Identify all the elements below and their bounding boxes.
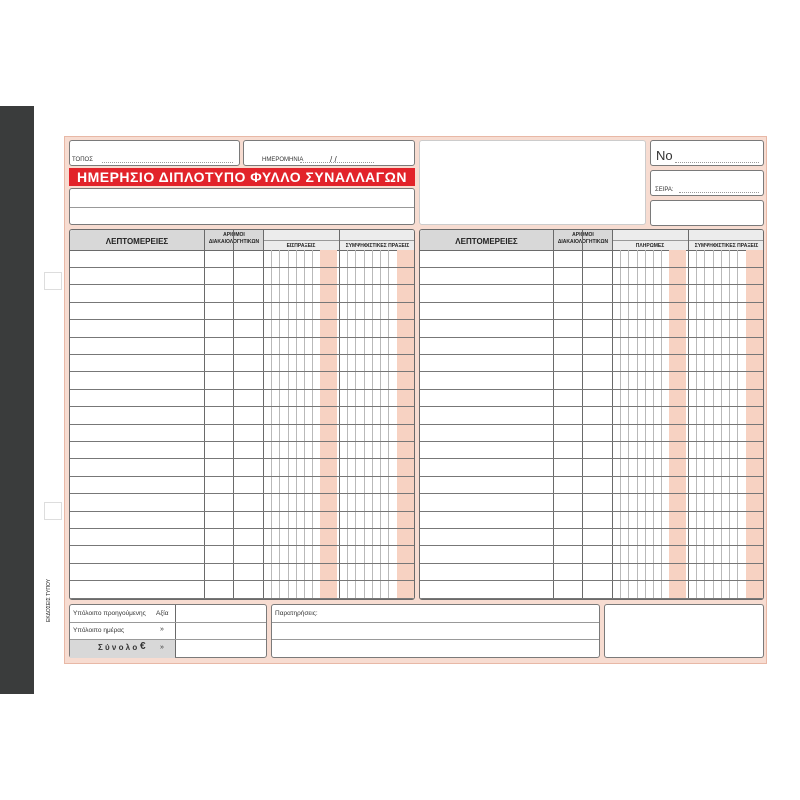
ledger-row [70, 371, 414, 372]
stamp-area [419, 140, 646, 225]
day-balance-label: Υπόλοιπο ημέρας [73, 627, 125, 634]
ledger-row [70, 511, 414, 512]
ledger-row [70, 267, 414, 268]
receipts-header: ΕΙΣΠΡΑΞΕΙΣ [286, 243, 316, 249]
ledger-row [70, 493, 414, 494]
date-label: ΗΜΕΡΟΜΗΝΙΑ [262, 157, 304, 163]
payments-header: ΠΛΗΡΩΜΕΣ [635, 243, 665, 249]
ditto-mark: » [160, 626, 164, 633]
offset-header: ΣΥΜΨΗΦΙΣΤΙΚΕΣ ΠΡΑΞΕΙΣ [345, 243, 410, 249]
ledger-row [420, 441, 763, 442]
numbers-header-line1: ΑΡΙΘΜΟΙ [572, 232, 594, 238]
total-label: Σ ύ ν ο λ ο [98, 643, 138, 652]
ledger-row [70, 406, 414, 407]
ledger-row [70, 441, 414, 442]
details-header: ΛΕΠΤΟΜΕΡΕΙΕΣ [455, 237, 518, 246]
date-separators: / / [330, 155, 337, 164]
ledger-row [420, 267, 763, 268]
ledger-row [70, 598, 414, 599]
ledger-row [70, 424, 414, 425]
ledger-row [70, 389, 414, 390]
series-field[interactable] [650, 170, 764, 196]
place-label: ΤΟΠΟΣ [72, 157, 93, 163]
ledger-row [70, 476, 414, 477]
ledger-row [420, 354, 763, 355]
payments-table [419, 229, 764, 600]
ledger-row [420, 598, 763, 599]
place-field[interactable] [69, 140, 240, 166]
ledger-row [420, 528, 763, 529]
ledger-row [420, 424, 763, 425]
ledger-row [420, 563, 763, 564]
ledger-row [420, 371, 763, 372]
remarks-box[interactable] [271, 604, 600, 658]
value-label: Αξία [156, 610, 169, 617]
numbers-header-line1: ΑΡΙΘΜΟΙ [223, 232, 245, 238]
ledger-row [420, 580, 763, 581]
number-label: Νο [656, 148, 673, 163]
ledger-row [70, 302, 414, 303]
ledger-row [70, 354, 414, 355]
date-field[interactable] [243, 140, 415, 166]
header-notes-field[interactable] [69, 188, 415, 225]
number-field[interactable] [650, 140, 764, 166]
balance-box [69, 604, 267, 658]
ledger-row [420, 337, 763, 338]
ledger-row [420, 458, 763, 459]
ledger-row [70, 319, 414, 320]
remarks-label: Παρατηρήσεις: [275, 610, 318, 617]
binding-hole [44, 272, 62, 290]
book-spine [0, 106, 34, 694]
ledger-row [70, 563, 414, 564]
extra-field[interactable] [650, 200, 764, 226]
ledger-row [70, 337, 414, 338]
ledger-row [70, 458, 414, 459]
ledger-row [70, 284, 414, 285]
signature-box[interactable] [604, 604, 764, 658]
ledger-row [420, 493, 763, 494]
series-label: ΣΕΙΡΑ: [655, 187, 674, 193]
offset-header: ΣΥΜΨΗΦΙΣΤΙΚΕΣ ΠΡΑΞΕΙΣ [694, 243, 759, 249]
printer-mark: ΕΚΔΟΣΕΙΣ ΤΥΠΟΥ [46, 578, 52, 622]
binding-hole [44, 502, 62, 520]
prev-balance-label: Υπόλοιπο προηγούμενης [73, 610, 146, 617]
ledger-row [70, 545, 414, 546]
numbers-header-line2: ΔΙΑΚΑΙΟΛΟΓΗΤΙΚΩΝ [208, 239, 260, 245]
ledger-row [420, 302, 763, 303]
ledger-row [420, 545, 763, 546]
details-header: ΛΕΠΤΟΜΕΡΕΙΕΣ [105, 237, 169, 246]
ledger-row [420, 319, 763, 320]
ledger-row [70, 580, 414, 581]
ledger-row [420, 389, 763, 390]
numbers-header-line2: ΔΙΑΚΑΙΟΛΟΓΗΤΙΚΩΝ [557, 239, 609, 245]
ledger-row [420, 511, 763, 512]
ledger-row [70, 528, 414, 529]
receipts-table [69, 229, 415, 600]
ledger-row [420, 284, 763, 285]
form-title: ΗΜΕΡΗΣΙΟ ΔΙΠΛΟΤΥΠΟ ΦΥΛΛΟ ΣΥΝΑΛΛΑΓΩΝ [69, 168, 415, 186]
ledger-row [420, 406, 763, 407]
ditto-mark: » [160, 644, 164, 651]
ledger-row [420, 476, 763, 477]
euro-sign: € [140, 641, 146, 652]
